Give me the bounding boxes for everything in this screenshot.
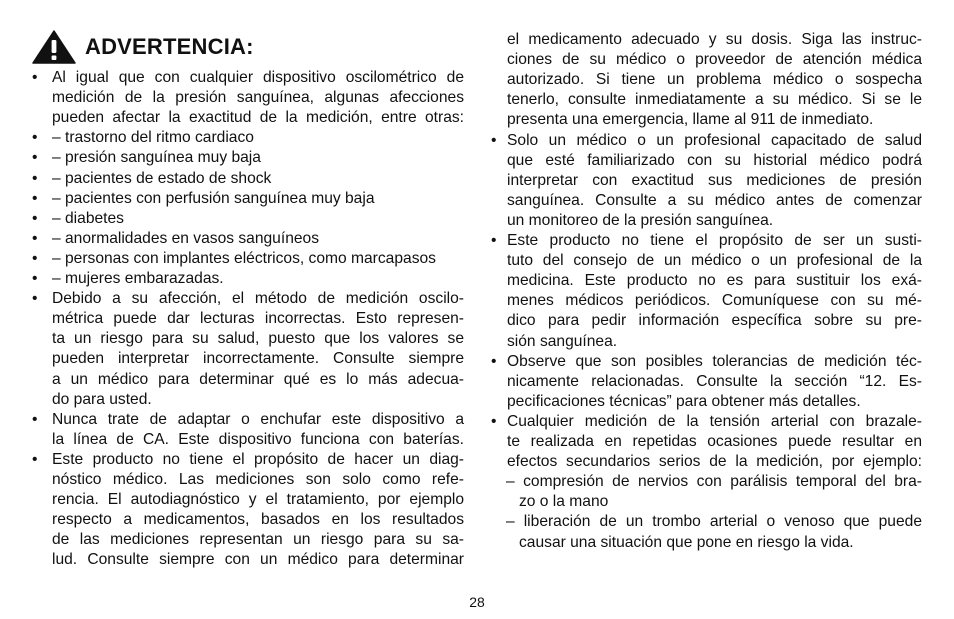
text-line: – pacientes de estado de shock	[52, 169, 272, 187]
bullet-marker: •	[32, 189, 38, 207]
text-line: pueden interpretar incorrectamente. Consulte siempre	[52, 350, 464, 368]
text-line: causar una situación que pone en riesgo la vida.	[519, 533, 854, 551]
text-line: do para usted.	[52, 390, 152, 408]
bullet-marker: •	[491, 232, 497, 249]
text-line: que esté familiarizado con su historial médico podrá	[507, 151, 922, 169]
text-line: – mujeres embarazadas.	[52, 270, 224, 287]
text-line: nóstico médico. Las mediciones son solo como refe-	[52, 471, 464, 488]
text-line: Solo un médico o un profesional capacitado de salud	[507, 131, 922, 149]
warning-triangle-icon	[32, 30, 76, 64]
text-line: un monitoreo de la presión sanguínea.	[507, 211, 774, 229]
text-line: te realizada en repetidas ocasiones puede resultar en	[507, 433, 922, 450]
text-line: sanguínea. Consulte a su médico antes de comenzar	[507, 191, 922, 209]
text-line: medicina. Este producto no es para sustituir los exá-	[507, 272, 922, 290]
bullet-marker: •	[32, 209, 38, 227]
bullet-marker: •	[491, 131, 497, 149]
text-line: zo o la mano	[519, 493, 609, 511]
text-line: sión sanguínea.	[507, 332, 618, 350]
text-line: la línea de CA. Este dispositivo funciona con baterías.	[52, 430, 464, 448]
warning-title: ADVERTENCIA:	[85, 34, 254, 59]
text-line: ta un riesgo para su salud, puesto que los valores se	[52, 330, 464, 348]
bullet-marker: •	[32, 129, 38, 147]
text-line: – diabetes	[52, 209, 124, 227]
text-line: menes médicos periódicos. Comuníquese con su mé-	[507, 292, 922, 310]
bullet-marker: •	[491, 412, 497, 430]
text-line: el medicamento adecuado y su dosis. Siga las instruc-	[507, 31, 922, 48]
text-line: métrica puede dar lecturas incorrectas. Esto represen-	[52, 310, 464, 328]
text-line: tenerlo, consulte inmediatamente a su médico. Si se le	[507, 91, 922, 109]
text-line: interpretar con exactitud sus mediciones de presión	[507, 171, 922, 189]
text-line: respecto a medicamentos, basados en los resultados	[52, 511, 464, 529]
bullet-marker: •	[32, 290, 38, 308]
text-line: – personas con implantes eléctricos, como marcapasos	[52, 249, 436, 267]
bullet-marker: •	[32, 249, 38, 267]
text-line: tuto del consejo de un médico o un profesional de la	[507, 252, 922, 270]
text-line: – anormalidades en vasos sanguíneos	[52, 229, 320, 247]
warning-heading	[32, 30, 254, 64]
bullet-marker: •	[32, 169, 38, 187]
text-line: lud. Consulte siempre con un médico para determinar	[52, 551, 464, 569]
text-line: Debido a su afección, el método de medición oscilo-	[52, 290, 464, 308]
text-line: efectos secundarios serios de la medición, por ejemplo:	[507, 453, 922, 471]
text-line: – compresión de nervios con parálisis temporal del bra-	[506, 473, 922, 491]
text-line: Al igual que con cualquier dispositivo oscilométrico de	[52, 69, 464, 86]
text-line: – liberación de un trombo arterial o venoso que puede	[506, 513, 922, 531]
text-line: ciones de su médico o proveedor de atención médica	[507, 51, 922, 69]
text-line: Nunca trate de adaptar o enchufar este dispositivo a	[52, 410, 464, 428]
bullet-marker: •	[32, 450, 38, 468]
bullet-marker: •	[32, 229, 38, 247]
bullet-marker: •	[32, 270, 38, 287]
text-line: medición de la presión sanguínea, algunas afecciones	[52, 89, 464, 107]
text-line: – pacientes con perfusión sanguínea muy baja	[52, 189, 375, 207]
text-line: – trastorno del ritmo cardiaco	[52, 129, 254, 147]
bullet-marker: •	[491, 352, 497, 370]
text-line: pueden afectar la exactitud de la medición, entre otras:	[52, 109, 464, 127]
text-line: rencia. El autodiagnóstico y el tratamiento, por ejemplo	[52, 491, 464, 509]
text-line: pecificaciones técnicas” para obtener más detalles.	[507, 392, 861, 410]
bullet-marker: •	[32, 149, 38, 167]
text-line: dico para pedir información específica sobre su pre-	[507, 312, 922, 330]
bullet-marker: •	[32, 410, 38, 428]
text-line: – presión sanguínea muy baja	[52, 149, 261, 167]
bullet-marker: •	[32, 69, 38, 86]
text-line: Este producto no tiene el propósito de hacer un diag-	[52, 450, 464, 468]
text-line: de las mediciones representan un riesgo para su sa-	[52, 531, 464, 549]
text-line: nicamente relacionadas. Consulte la sección “12. Es-	[507, 372, 922, 390]
text-line: Este producto no tiene el propósito de ser un susti-	[507, 232, 922, 249]
text-line: Observe que son posibles tolerancias de medición téc-	[507, 352, 922, 370]
text-line: autorizado. Si tiene un problema médico o sospecha	[507, 71, 922, 89]
page-number: 28	[469, 594, 485, 610]
text-line: a un médico para determinar qué es lo más adecua-	[52, 370, 464, 388]
text-line: presenta una emergencia, llame al 911 de inmediato.	[507, 111, 874, 129]
text-line: Cualquier medición de la tensión arterial con brazale-	[507, 412, 922, 430]
